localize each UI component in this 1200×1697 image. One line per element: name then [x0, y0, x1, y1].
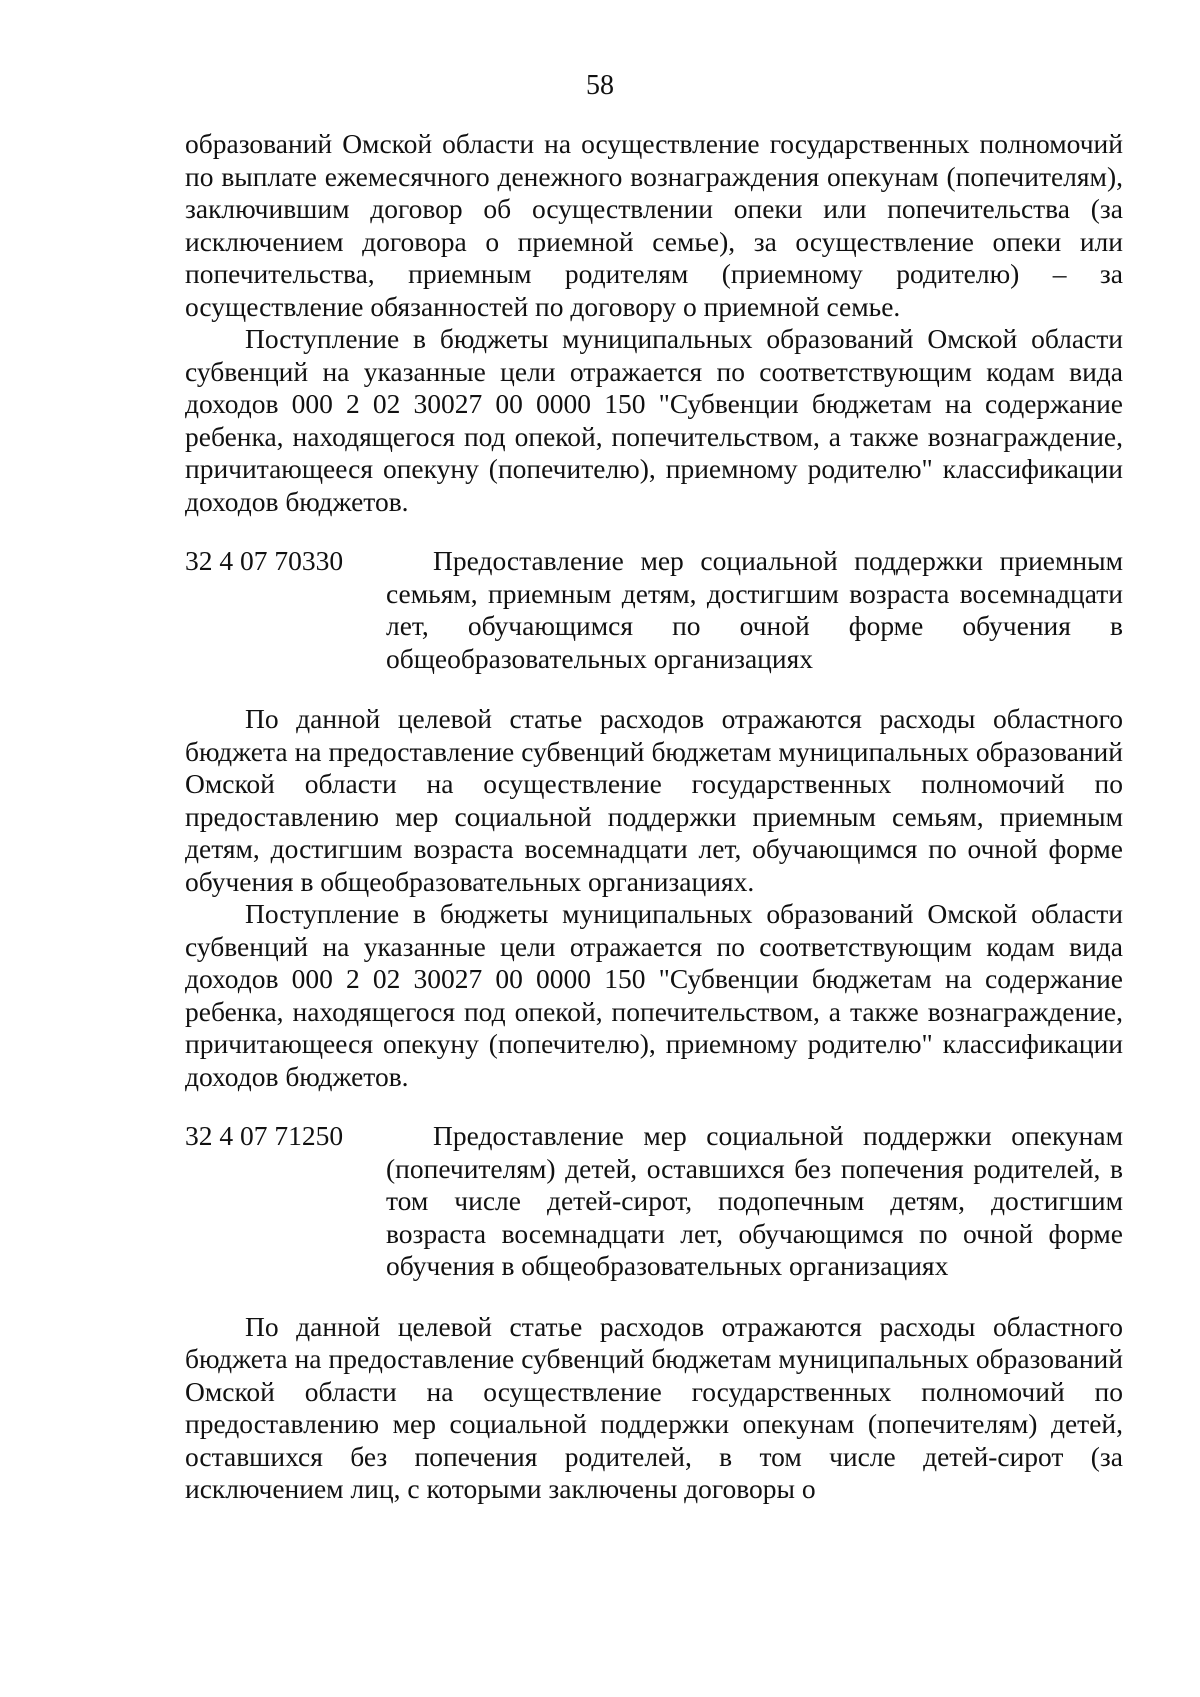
article-code: 32 4 07 70330 [185, 545, 344, 576]
paragraph: Поступление в бюджеты муниципальных образований Омской области субвенций на указанные цели отражается по соответствующим кодам вида доходов 000 2 02 30027 00 0000 150 "Субвенции бюджетам на содержание ребенка, находящегося под опекой, попечительством, а также вознаграждение, причитающееся опекуну (попечителю), приемному родителю" классификации доходов бюджетов. [185, 898, 1123, 1092]
paragraph: Поступление в бюджеты муниципальных образований Омской области субвенций на указанные цели отражается по соответствующим кодам вида доходов 000 2 02 30027 00 0000 150 "Субвенции бюджетам на содержание ребенка, находящегося под опекой, попечительством, а также вознаграждение, причитающееся опекуну (попечителю), приемному родителю" классификации доходов бюджетов. [185, 323, 1123, 517]
article-title: Предоставление мер социальной поддержки приемным семьям, приемным детям, достигшим возраста восемнадцати лет, обучающимся по очной форме обучения в общеобразовательных организациях [386, 545, 1123, 674]
article-title: Предоставление мер социальной поддержки опекунам (попечителям) детей, оставшихся без попечения родителей, в том числе детей-сирот, подопечным детям, достигшим возраста восемнадцати лет, обучающимся по очной форме обучения в общеобразовательных организациях [386, 1120, 1123, 1281]
article-code: 32 4 07 71250 [185, 1120, 344, 1151]
paragraph: По данной целевой статье расходов отражаются расходы областного бюджета на предоставление субвенций бюджетам муниципальных образований Омской области на осуществление государственных полномочий по предоставлению мер социальной поддержки приемным семьям, приемным детям, достигшим возраста восемнадцати лет, обучающимся по очной форме обучения в общеобразовательных организациях. [185, 703, 1123, 897]
paragraph: По данной целевой статье расходов отражаются расходы областного бюджета на предоставление субвенций бюджетам муниципальных образований Омской области на осуществление государственных полномочий по предоставлению мер социальной поддержки опекунам (попечителям) детей, оставшихся без попечения родителей, в том числе детей-сирот (за исключением лиц, с которыми заключены договоры о [185, 1310, 1123, 1504]
paragraph: образований Омской области на осуществление государственных полномочий по выплате ежемесячного денежного вознаграждения опекунам (попечителям), заключившим договор об осуществлении опеки или попечительства (за исключением договора о приемной семье), за осуществление опеки или попечительства, приемным родителям (приемному родителю) – за осуществление обязанностей по договору о приемной семье. [185, 128, 1123, 322]
budget-article-entry [185, 545, 1123, 675]
budget-article-entry [185, 1120, 1123, 1283]
document-body [185, 128, 1123, 1506]
page-number: 58 [586, 70, 614, 101]
